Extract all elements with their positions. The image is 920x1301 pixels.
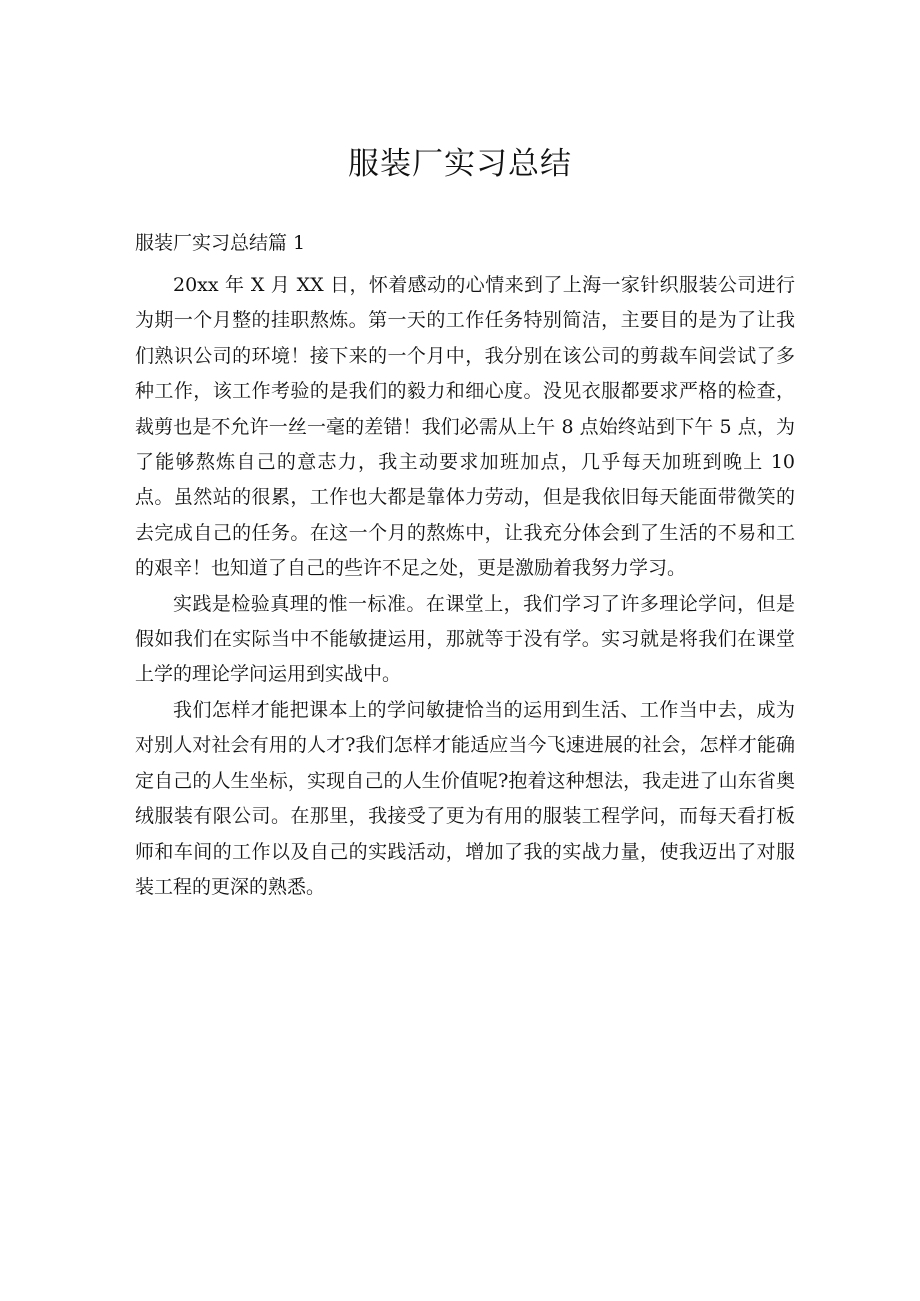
document-title: 服装厂实习总结 (348, 146, 572, 182)
paragraph-2: 实践是检验真理的惟一标准。在课堂上，我们学习了许多理论学问，但是假如我们在实际当中不能敏捷运用，那就等于没有学。实习就是将我们在课堂上学的理论学问运用到实战中。 (135, 592, 795, 686)
paragraph-1: 20xx 年 X 月 XX 日，怀着感动的心情来到了上海一家针织服装公司进行为期一个月整的挂职熬炼。第一天的工作任务特别简洁，主要目的是为了让我们熟识公司的环境！接下来的一个月中，我分别在该公司的剪裁车间尝试了多种工作，该工作考验的是我们的毅力和细心度。没见衣服都要求严格的检查，裁剪也是不允许一丝一毫的差错！我们必需从上午 8 点始终站到下午 5 点，为了能够熬炼自己的意志力，我主动要求加班加点，几乎每天加班到晚上 10 点。虽然站的很累，工作也大都是靠体力劳动，但是我依旧每天能面带微笑的去完成自己的任务。在这一个月的熬炼中，让我充分体会到了生活的不易和工的艰辛！也知道了自己的些许不足之处，更是激励着我努力学习。 (135, 274, 795, 580)
document-body (135, 228, 795, 905)
paragraph-3: 我们怎样才能把课本上的学问敏捷恰当的运用到生活、工作当中去，成为对别人对社会有用的人才?我们怎样才能适应当今飞速进展的社会，怎样才能确定自己的人生坐标，实现自己的人生价值呢?抱着这种想法，我走进了山东省奥绒服装有限公司。在那里，我接受了更为有用的服装工程学问，而每天看打板师和车间的工作以及自己的实践活动，增加了我的实战力量，使我迈出了对服装工程的更深的熟悉。 (135, 698, 795, 898)
section-heading: 服装厂实习总结篇 1 (135, 232, 306, 254)
